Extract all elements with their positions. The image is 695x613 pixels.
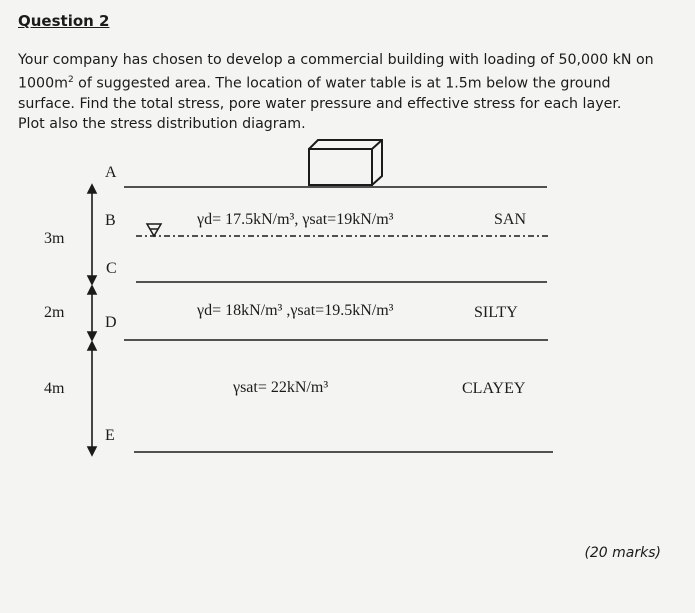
point-label-c: C: [106, 260, 117, 277]
point-label-e: E: [105, 427, 115, 444]
question-line-3: surface. Find the total stress, pore water pressure and effective stress for each layer.: [18, 95, 622, 112]
thickness-label-layer-3: 4m: [44, 380, 65, 397]
area-value: 1000m: [18, 75, 68, 92]
question-title: Question 2: [18, 12, 110, 30]
question-line-1: Your company has chosen to develop a commercial building with loading of 50,000 kN on: [18, 52, 654, 68]
layer-3-soil: CLAYEY: [462, 380, 526, 397]
marks-label: (20 marks): [584, 545, 661, 561]
layer-2-soil: SILTY: [474, 304, 518, 321]
layer-2-properties: γd= 18kN/m³ ,γsat=19.5kN/m³: [197, 302, 394, 319]
point-label-a: A: [105, 164, 117, 181]
water-table-icon: [147, 224, 161, 236]
dimension-arrows: [88, 185, 96, 455]
layer-1-soil: SAN: [494, 211, 527, 228]
point-label-d: D: [105, 314, 117, 331]
question-line-4: Plot also the stress distribution diagram.: [18, 115, 306, 132]
area-exponent: 2: [67, 75, 74, 85]
question-line-2-rest: of suggested area. The location of water table is at 1.5m below the ground: [73, 75, 611, 92]
building-icon: [309, 140, 382, 185]
thickness-label-layer-2: 2m: [44, 304, 65, 321]
thickness-label-layer-1: 3m: [44, 230, 65, 247]
layer-1-properties: γd= 17.5kN/m³, γsat=19kN/m³: [197, 211, 394, 228]
layer-3-properties: γsat= 22kN/m³: [233, 379, 329, 396]
point-label-b: B: [105, 212, 116, 229]
